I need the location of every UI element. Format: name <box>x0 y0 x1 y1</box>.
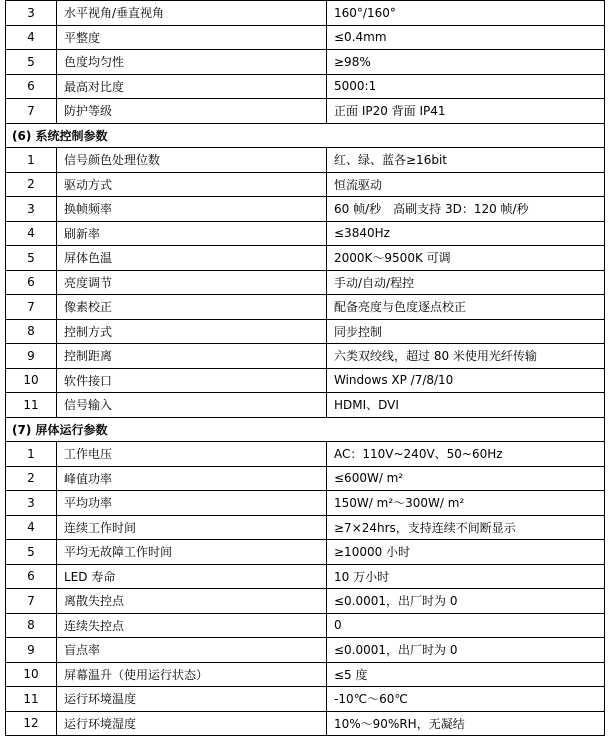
param-name: 控制距离 <box>57 344 327 369</box>
param-value: 160°/160° <box>327 1 605 26</box>
param-value: ≥98% <box>327 50 605 75</box>
row-number: 3 <box>6 491 57 516</box>
table-row <box>6 74 605 99</box>
param-name: 屏体色温 <box>57 246 327 271</box>
row-number: 3 <box>6 197 57 222</box>
param-value: ≤600W/ m² <box>327 466 605 491</box>
param-value: ≥7×24hrs，支持连续不间断显示 <box>327 515 605 540</box>
row-number: 5 <box>6 540 57 565</box>
spec-table-body <box>6 1 605 736</box>
row-number: 5 <box>6 246 57 271</box>
param-value: 手动/自动/程控 <box>327 270 605 295</box>
row-number: 7 <box>6 99 57 124</box>
param-value: AC：110V~240V、50~60Hz <box>327 442 605 467</box>
row-number: 2 <box>6 466 57 491</box>
section-header-row <box>6 417 605 442</box>
table-row <box>6 295 605 320</box>
param-value: 2000K～9500K 可调 <box>327 246 605 271</box>
row-number: 2 <box>6 172 57 197</box>
table-row <box>6 540 605 565</box>
param-value: ≤3840Hz <box>327 221 605 246</box>
table-row <box>6 368 605 393</box>
table-row <box>6 589 605 614</box>
table-row <box>6 662 605 687</box>
param-value: 0 <box>327 613 605 638</box>
param-name: 屏幕温升（使用运行状态） <box>57 662 327 687</box>
param-name: 换帧频率 <box>57 197 327 222</box>
table-row <box>6 99 605 124</box>
table-row <box>6 442 605 467</box>
param-value: 同步控制 <box>327 319 605 344</box>
param-name: 盲点率 <box>57 638 327 663</box>
table-row <box>6 197 605 222</box>
row-number: 12 <box>6 711 57 736</box>
param-name: 连续工作时间 <box>57 515 327 540</box>
param-name: 离散失控点 <box>57 589 327 614</box>
param-name: 刷新率 <box>57 221 327 246</box>
table-row <box>6 221 605 246</box>
param-value: -10℃～60℃ <box>327 687 605 712</box>
param-value: 正面 IP20 背面 IP41 <box>327 99 605 124</box>
table-row <box>6 148 605 173</box>
table-row <box>6 172 605 197</box>
table-row <box>6 515 605 540</box>
param-value: 10 万小时 <box>327 564 605 589</box>
param-value: 红、绿、蓝各≥16bit <box>327 148 605 173</box>
row-number: 9 <box>6 344 57 369</box>
table-row <box>6 246 605 271</box>
param-name: 亮度调节 <box>57 270 327 295</box>
param-name: 软件接口 <box>57 368 327 393</box>
param-name: 连续失控点 <box>57 613 327 638</box>
row-number: 7 <box>6 589 57 614</box>
table-row <box>6 564 605 589</box>
param-value: ≤5 度 <box>327 662 605 687</box>
param-value: HDMI、DVI <box>327 393 605 418</box>
row-number: 8 <box>6 319 57 344</box>
row-number: 10 <box>6 368 57 393</box>
table-row <box>6 344 605 369</box>
section-title-system-control: (6) 系统控制参数 <box>6 123 605 148</box>
row-number: 4 <box>6 221 57 246</box>
param-name: 运行环境湿度 <box>57 711 327 736</box>
param-value: 恒流驱动 <box>327 172 605 197</box>
param-value: ≤0.0001，出厂时为 0 <box>327 589 605 614</box>
param-value: 配备亮度与色度逐点校正 <box>327 295 605 320</box>
row-number: 11 <box>6 393 57 418</box>
param-name: 控制方式 <box>57 319 327 344</box>
param-value: 5000:1 <box>327 74 605 99</box>
param-name: 工作电压 <box>57 442 327 467</box>
param-value: ≤0.0001，出厂时为 0 <box>327 638 605 663</box>
param-name: 峰值功率 <box>57 466 327 491</box>
row-number: 4 <box>6 515 57 540</box>
param-name: 平均无故障工作时间 <box>57 540 327 565</box>
table-row <box>6 1 605 26</box>
row-number: 3 <box>6 1 57 26</box>
param-value: 六类双绞线，超过 80 米使用光纤传输 <box>327 344 605 369</box>
param-name: 平整度 <box>57 25 327 50</box>
table-row <box>6 270 605 295</box>
param-name: 驱动方式 <box>57 172 327 197</box>
row-number: 5 <box>6 50 57 75</box>
param-name: 最高对比度 <box>57 74 327 99</box>
param-name: 信号输入 <box>57 393 327 418</box>
param-name: 色度均匀性 <box>57 50 327 75</box>
row-number: 6 <box>6 74 57 99</box>
param-value: ≤0.4mm <box>327 25 605 50</box>
table-row <box>6 491 605 516</box>
param-name: 水平视角/垂直视角 <box>57 1 327 26</box>
table-row <box>6 50 605 75</box>
param-value: 60 帧/秒 高刷支持 3D：120 帧/秒 <box>327 197 605 222</box>
row-number: 8 <box>6 613 57 638</box>
table-row <box>6 466 605 491</box>
row-number: 1 <box>6 148 57 173</box>
param-name: LED 寿命 <box>57 564 327 589</box>
param-name: 像素校正 <box>57 295 327 320</box>
row-number: 1 <box>6 442 57 467</box>
row-number: 4 <box>6 25 57 50</box>
section-title-screen-operation: (7) 屏体运行参数 <box>6 417 605 442</box>
row-number: 6 <box>6 270 57 295</box>
row-number: 6 <box>6 564 57 589</box>
table-row <box>6 319 605 344</box>
table-row <box>6 393 605 418</box>
spec-table <box>5 0 605 736</box>
section-header-row <box>6 123 605 148</box>
param-name: 信号颜色处理位数 <box>57 148 327 173</box>
param-value: ≥10000 小时 <box>327 540 605 565</box>
row-number: 10 <box>6 662 57 687</box>
row-number: 7 <box>6 295 57 320</box>
table-row <box>6 711 605 736</box>
param-value: 150W/ m²～300W/ m² <box>327 491 605 516</box>
table-row <box>6 687 605 712</box>
row-number: 11 <box>6 687 57 712</box>
table-row <box>6 613 605 638</box>
param-value: Windows XP /7/8/10 <box>327 368 605 393</box>
param-name: 平均功率 <box>57 491 327 516</box>
row-number: 9 <box>6 638 57 663</box>
table-row <box>6 638 605 663</box>
param-name: 运行环境温度 <box>57 687 327 712</box>
table-row <box>6 25 605 50</box>
param-value: 10%～90%RH，无凝结 <box>327 711 605 736</box>
param-name: 防护等级 <box>57 99 327 124</box>
